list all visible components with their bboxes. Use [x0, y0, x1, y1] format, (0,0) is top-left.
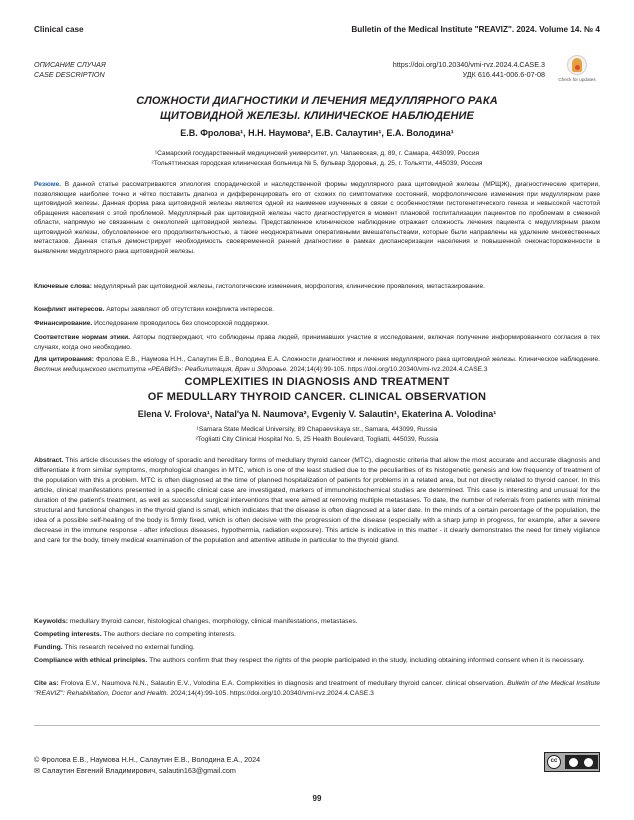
funding-en-label: Funding. [34, 644, 63, 651]
section-label: Clinical case [34, 25, 84, 34]
abstract-ru-label: Резюме. [34, 181, 62, 188]
contact-line[interactable]: ✉ Салаутин Евгений Владимирович, salautin163@gmail.com [34, 766, 236, 775]
citation-ru [34, 355, 600, 374]
funding-ru-label: Финансирование. [34, 320, 93, 327]
citation-en-label: Cite as: [34, 680, 59, 687]
title-ru-line1: СЛОЖНОСТИ ДИАГНОСТИКИ И ЛЕЧЕНИЯ МЕДУЛЛЯРНОГО РАКА [136, 95, 498, 107]
title-en-line1: COMPLEXITIES IN DIAGNOSIS AND TREATMENT [184, 376, 450, 388]
running-header [0, 0, 634, 40]
page-number: 99 [312, 794, 322, 803]
keywords-en [34, 617, 600, 627]
affiliation-en-2: ²Togliatti City Clinical Hospital No. 5, 25 Health Boulevard, Togliatti, 445039, Russia [195, 435, 439, 443]
journal-issue-label: Bulletin of the Medical Institute "REAVIZ". 2024. Volume 14. № 4 [351, 25, 600, 34]
abstract-en-text: This article discusses the etiology of sporadic and hereditary forms of medullary thyroid cancer (MTC), diagnostic criteria that allow the most accurate and accurate diagnosis and differentiate it from similar symptoms, morphological changes in MTC, which is one of the least studied due to the peculiarities of its histogenetic genesis and low frequency of treatment of the population with this a problem. MTC is often diagnosed at the time of planned hospitalization of patients for problems in a related area, but not directly related to thyroid cancer. In this article, clinical manifestations presented in a specific clinical case are investigated, markers of immunohistochemical studies are determined. This case is interesting and unusual for the duration of the patient's treatment, as well as successful surgical interventions that were aimed at removing multiple metastases. To date, the number of referrals from patients with minimal structural and functional changes in the thyroid gland is small, which indicates that the disease is often diagnosed at a later date. In the minds of a certain percentage of the population, the idea of a possible self-healing of the body is firmly fixed, which is often decisive with the progression of the disease (especially with a sharp jump in progress, for example, after a severe decrease in the immune response - after infectious diseases, hypothermia, radiation exposure). This article is indicative in this matter - it clearly demonstrates the need for timely vigilance and care for the body, timely medical examination of the population and attentive attitude in particular to the thyroid gland. [34, 457, 601, 544]
ethics-en-text: The authors confirm that they respect the rights of the people participated in the study, including obtaining informed consent when it is necessary. [149, 657, 585, 664]
creative-commons-license-icon[interactable] [544, 752, 600, 772]
article-title-en [40, 375, 594, 404]
ethics-en-label: Compliance with ethical principles. [34, 657, 148, 664]
authors-en: Elena V. Frolova¹, Natal'ya N. Naumova², Evgeniy V. Salautin¹, Ekaterina A. Volodina¹ [137, 409, 497, 419]
keywords-en-label: Keywolds: [34, 618, 68, 625]
funding-ru-text: Исследование проводилось без спонсорской поддержки. [94, 320, 270, 327]
cc-label: cc [547, 755, 561, 769]
affiliations-en [40, 425, 594, 444]
abstract-en [34, 456, 600, 546]
title-ru-line2: ЩИТОВИДНОЙ ЖЕЛЕЗЫ. КЛИНИЧЕСКОЕ НАБЛЮДЕНИЕ [160, 109, 474, 122]
doi-link[interactable]: https://doi.org/10.20340/vmi-rvz.2024.4.CASE.3 [392, 60, 545, 69]
affiliation-en-1: ¹Samara State Medical University, 89 Chapaevskaya str., Samara, 443099, Russia [196, 426, 438, 433]
case-label-ru: ОПИСАНИЕ СЛУЧАЯ [34, 60, 106, 69]
funding-ru [34, 319, 600, 329]
ethics-ru-text: Авторы подтверждают, что соблюдены права людей, принимавших участие в исследовании, включая получение информированного согласия в тех случаях, когда оно необходимо. [34, 334, 600, 351]
citation-ru-tail: 2024;14(4):99-105. https://doi.org/10.20340/vmi-rvz.2024.4.CASE.3 [289, 365, 488, 373]
authors-ru: Е.В. Фролова¹, Н.Н. Наумова², Е.В. Салаутин¹, Е.А. Володина¹ [180, 128, 454, 138]
abstract-ru [34, 180, 600, 256]
case-label-en: CASE DESCRIPTION [34, 70, 105, 79]
copyright-line: © Фролова Е.В., Наумова Н.Н., Салаутин Е.В., Володина Е.А., 2024 [34, 755, 261, 764]
ethics-ru [34, 333, 600, 352]
citation-en-tail: 2024;14(4):99-105. https://doi.org/10.20340/vmi-rvz.2024.4.CASE.3 [170, 690, 374, 697]
nc-icon [584, 758, 593, 767]
affiliation-ru-1: ¹Самарский государственный медицинский университет, ул. Чапаевская, д. 89, г. Самара, 443099, Россия [154, 150, 480, 157]
citation-ru-journal: Вестник медицинского института «РЕАВИЗ»: Реабилитация, Врач и Здоровье. [34, 365, 289, 373]
conflict-en [34, 630, 600, 640]
udk-code: УДК 616.441-006.6-07-08 [462, 70, 545, 79]
abstract-ru-text: В данной статье рассматриваются этиология спорадической и наследственной формы медуллярного рака щитовидной железы (МРЩЖ), диагностические критерии, позволяющие наиболее точно и чётко поставить диагноз и дифференцировать его от схожих по симптоматике состояний, морфологические изменения при медуллярном раке щитовидной железы. Данная форма рака щитовидной железы является одной из наименее изученных в связи с особенностями гистогенетического генеза и невысокой частотой обращения населения с этой проблемой. Медуллярный рак щитовидной железы часто диагностируется в момент плановой госпитализации пациентов по проблемам в смежной области, напрямую не связанным с онкологией щитовидной железы. Представленное клиническое наблюдение отражает сложность лечения пациента с медуллярным раком щитовидной железы, обусловленное его продолжительностью, а также неоднократными оперативными вмешательствами, которые были направлены на удаление множественных метастазов. Данная статья демонстрирует необходимость своевременной ранней диагностики в рамках диспансеризации населения и повышенной онконастороженности в выявлении медуллярного рака щитовидной железы. [34, 181, 600, 255]
ethics-ru-label: Соответствие нормам этики. [34, 334, 131, 341]
keywords-ru-label: Ключевые слова: [34, 283, 92, 290]
conflict-ru-label: Конфликт интересов. [34, 306, 105, 313]
conflict-en-label: Competing interests. [34, 631, 102, 638]
keywords-ru-text: медуллярный рак щитовидной железы, гистологические изменения, морфология, клинические проявления, метастазирование. [93, 283, 485, 290]
citation-en-text: Frolova E.V., Naumova N.N., Salautin E.V., Volodina E.A. Complexities in diagnosis and treatment of medullary thyroid cancer. clinical observation. [60, 680, 505, 687]
check-for-updates-icon [567, 55, 587, 75]
conflict-ru [34, 305, 600, 315]
keywords-en-text: medullary thyroid cancer, histological changes, morphology, clinical manifestations, metastases. [69, 618, 358, 625]
conflict-ru-text: Авторы заявляют об отсутствии конфликта интересов. [106, 306, 274, 313]
citation-en [34, 679, 600, 699]
funding-en-text: This research received no external funding. [64, 644, 195, 651]
affiliations-ru [40, 149, 594, 168]
affiliation-ru-2: ²Тольяттинская городская клиническая больница № 5, бульвар Здоровья, д. 25, г. Тольятти, 445039, Россия [151, 159, 483, 167]
cc-terms-icons [565, 755, 598, 769]
check-for-updates-label: Check for updates [558, 77, 596, 82]
abstract-en-label: Abstract. [34, 457, 64, 464]
conflict-en-text: The authors declare no competing interests. [103, 631, 236, 638]
footer-divider [34, 725, 600, 726]
article-title-ru [40, 94, 594, 123]
citation-ru-text: Фролова Е.В., Наумова Н.Н., Салаутин Е.В., Володина Е.А. Сложности диагностики и лечения медуллярного рака щитовидной железы. Клиническое наблюдение. [96, 356, 600, 363]
funding-en [34, 643, 600, 653]
ethics-en [34, 656, 600, 666]
keywords-ru [34, 282, 600, 292]
citation-ru-label: Для цитирования: [34, 356, 94, 363]
check-for-updates-badge[interactable] [555, 55, 599, 95]
by-icon [569, 758, 578, 767]
title-en-line2: OF MEDULLARY THYROID CANCER. CLINICAL OBSERVATION [147, 390, 487, 403]
citation-en-journal: Bulletin of the Medical Institute "REAVIZ": Rehabilitation, Doctor and Health. [34, 680, 601, 697]
